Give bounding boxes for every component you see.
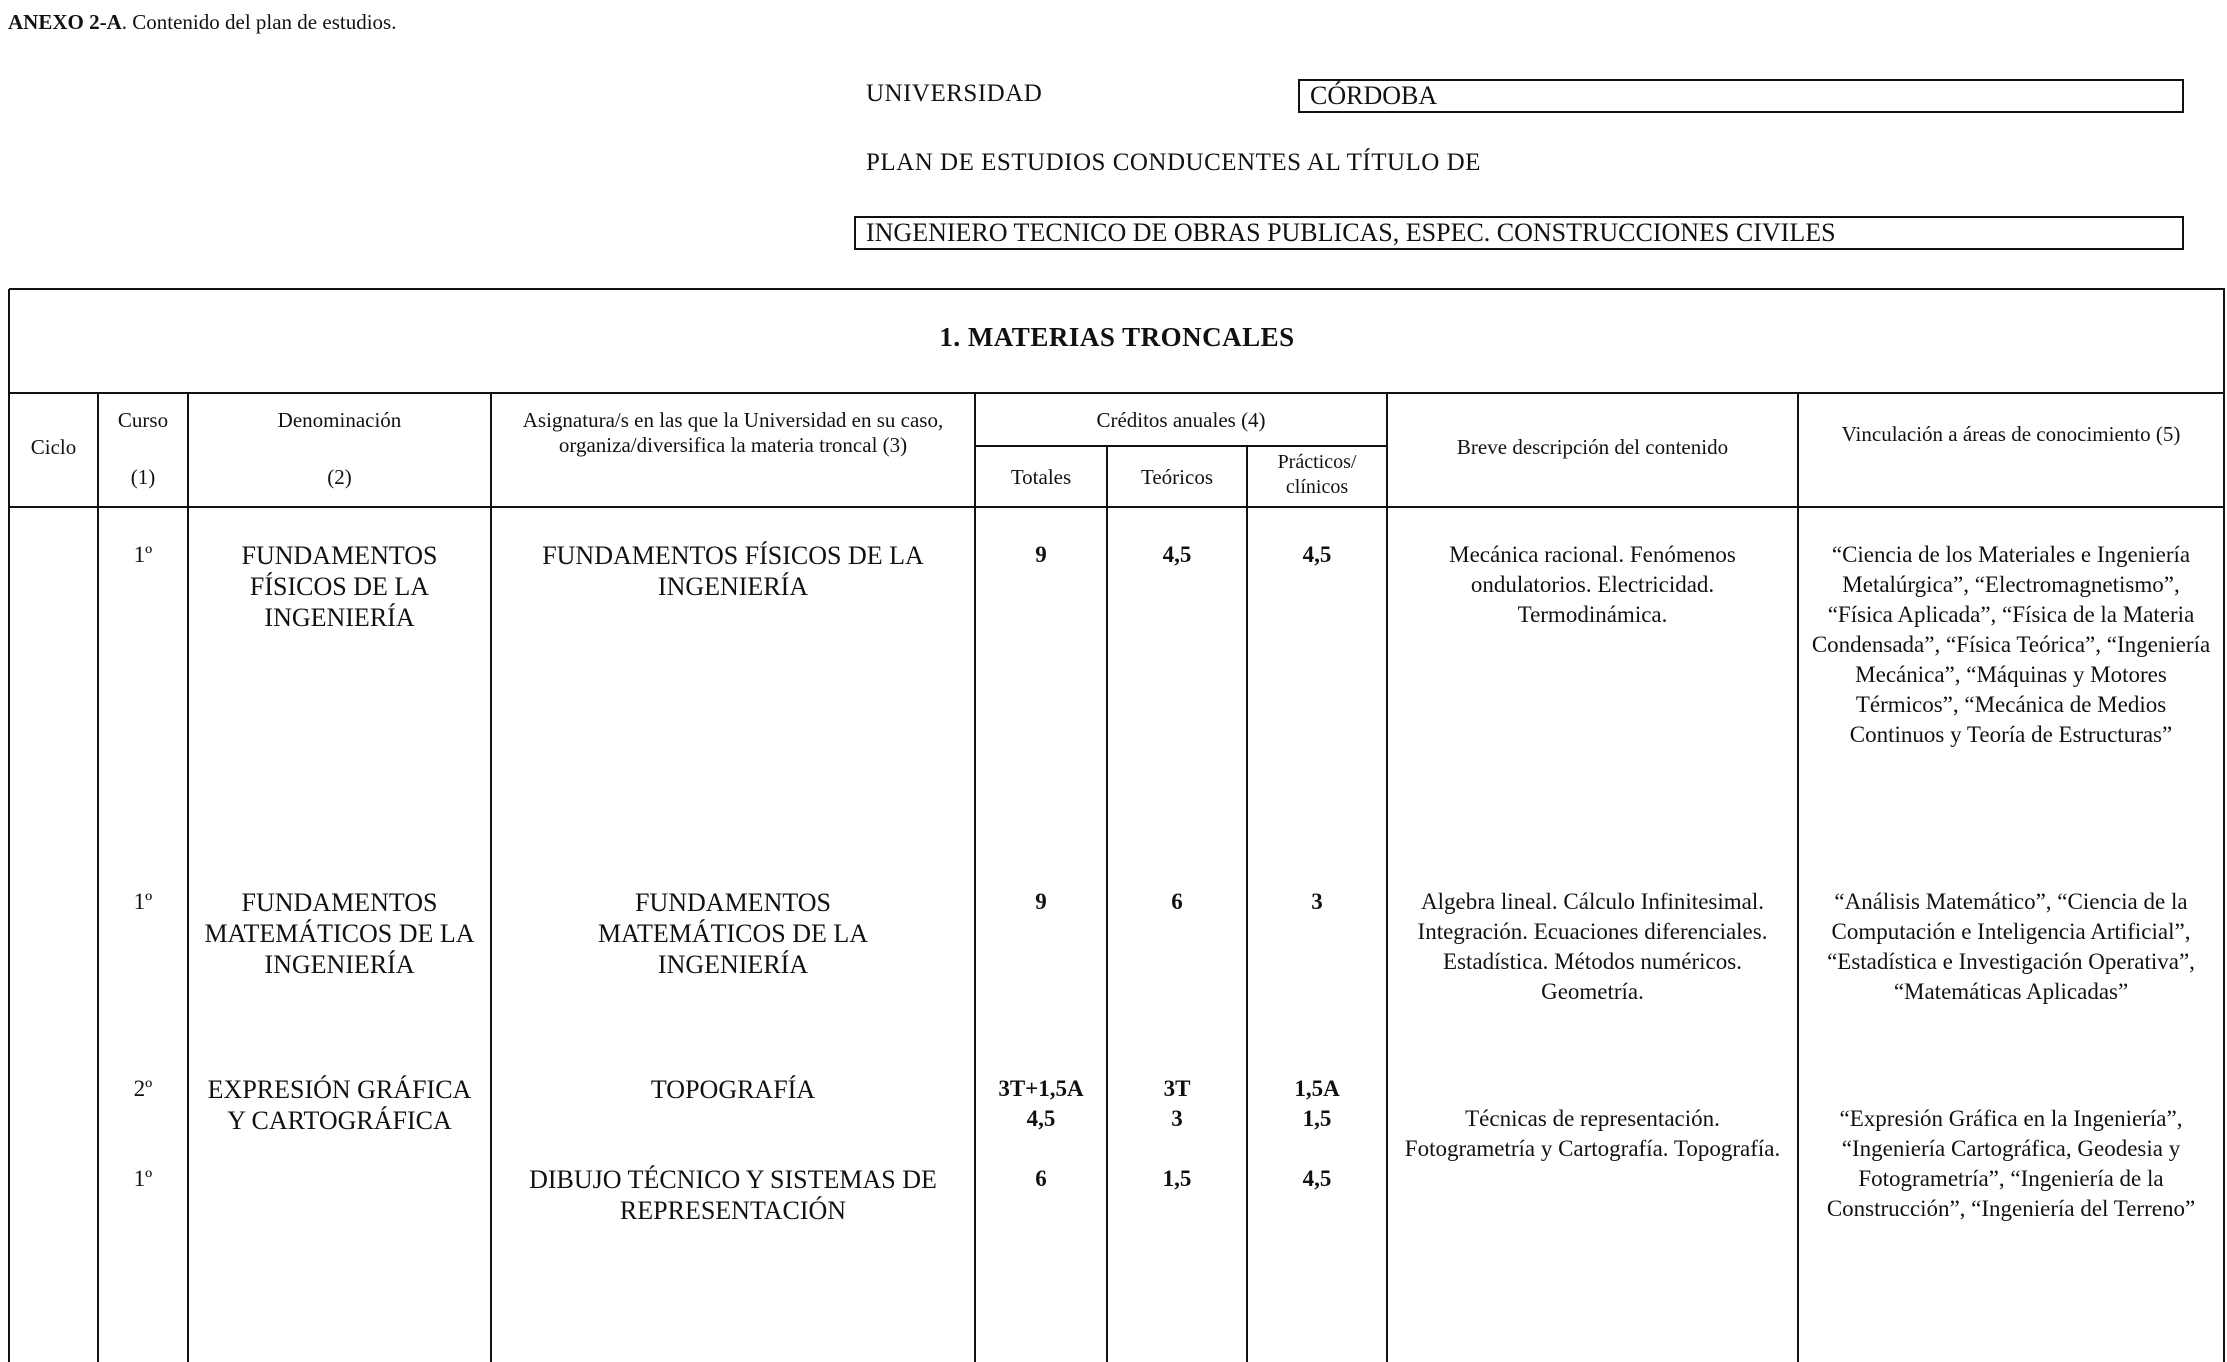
row2-descripcion: Algebra lineal. Cálculo Infinitesimal. Integración. Ecuaciones diferenciales. Estadística. Métodos numéricos. Geometría. [1417, 889, 1768, 1004]
col-header-denominacion-note: (2) [327, 465, 352, 489]
row1-asignatura: FUNDAMENTOS FÍSICOS DE LA INGENIERÍA [542, 541, 924, 601]
row3-practicos-b: 4,5 [1302, 1166, 1332, 1191]
row2-practicos: 3 [1311, 889, 1323, 914]
col-header-descripcion: Breve descripción del contenido [1456, 435, 1729, 459]
row1-denominacion: FUNDAMENTOS FÍSICOS DE LA INGENIERÍA [241, 541, 438, 632]
col-header-denominacion: Denominación [277, 408, 402, 432]
university-label: UNIVERSIDAD [866, 80, 1043, 107]
annex-rest: . Contenido del plan de estudios. [121, 10, 397, 34]
row3-curso-b: 1º [133, 1166, 153, 1191]
row2-vinculacion: “Análisis Matemático”, “Ciencia de la Computación e Inteligencia Artificial”, “Estadística e Investigación Operativa”, “Matemáticas Aplicadas” [1827, 889, 2195, 1004]
row1-totales: 9 [1035, 542, 1047, 567]
row2-curso: 1º [133, 889, 153, 914]
row1-practicos: 4,5 [1302, 542, 1332, 567]
row3-practicos: 1,5A [1294, 1076, 1340, 1101]
col-header-vinculacion: Vinculación a áreas de conocimiento (5) [1841, 422, 2181, 446]
row3-teoricos: 3T [1163, 1076, 1191, 1101]
row3-descripcion: Técnicas de representación. Fotogrametría y Cartografía. Topografía. [1404, 1106, 1781, 1161]
row3-teoricos-2: 3 [1171, 1106, 1183, 1131]
col-header-ciclo: Ciclo [30, 435, 77, 459]
row1-vinculacion: “Ciencia de los Materiales e Ingeniería Metalúrgica”, “Electromagnetismo”, “Física Aplicada”, “Física de la Materia Condensada”, “Física Teórica”, “Ingeniería Mecánica”, “Máquinas y Motores Térmicos”, “Mecánica de Medios Continuos y Teoría de Estructuras” [1811, 542, 2211, 747]
plan-label: PLAN DE ESTUDIOS CONDUCENTES AL TÍTULO DE [866, 149, 1481, 176]
col-header-creditos: Créditos anuales (4) [1096, 408, 1266, 432]
col-header-practicos: Prácticos/ clínicos [1277, 451, 1357, 498]
row3-totales-b: 6 [1035, 1166, 1047, 1191]
row3-teoricos-b: 1,5 [1162, 1166, 1192, 1191]
row3-totales-2: 4,5 [1026, 1106, 1056, 1131]
degree-field: INGENIERO TECNICO DE OBRAS PUBLICAS, ESPEC. CONSTRUCCIONES CIVILES [854, 216, 2184, 250]
row3-denominacion: EXPRESIÓN GRÁFICA Y CARTOGRÁFICA [207, 1075, 472, 1135]
row1-descripcion: Mecánica racional. Fenómenos ondulatorios. Electricidad. Termodinámica. [1449, 542, 1736, 627]
row2-asignatura: FUNDAMENTOS MATEMÁTICOS DE LA INGENIERÍA [597, 888, 869, 979]
row3-curso: 2º [133, 1076, 153, 1101]
row2-teoricos: 6 [1171, 889, 1183, 914]
row3-totales: 3T+1,5A [998, 1076, 1084, 1101]
col-header-asignaturas: Asignatura/s en las que la Universidad en su caso, organiza/diversifica la materia troncal (3) [522, 408, 944, 457]
table-title: 1. MATERIAS TRONCALES [939, 322, 1295, 352]
col-header-teoricos: Teóricos [1140, 465, 1213, 489]
row3-vinculacion: “Expresión Gráfica en la Ingeniería”, “Ingeniería Cartográfica, Geodesia y Fotogrametría”, “Ingeniería de la Construcción”, “Ingeniería del Terreno” [1826, 1106, 2196, 1221]
col-header-curso: Curso [117, 408, 169, 432]
annex-label: ANEXO 2-A [8, 10, 122, 34]
row1-teoricos: 4,5 [1162, 542, 1192, 567]
row2-denominacion: FUNDAMENTOS MATEMÁTICOS DE LA INGENIERÍA [204, 888, 475, 979]
row3-asignatura: TOPOGRAFÍA [650, 1075, 816, 1104]
row3-asignatura-b: DIBUJO TÉCNICO Y SISTEMAS DE REPRESENTACIÓN [529, 1165, 937, 1225]
col-header-curso-note: (1) [130, 465, 156, 489]
row1-curso: 1º [133, 542, 153, 567]
col-header-totales: Totales [1010, 465, 1072, 489]
university-field: CÓRDOBA [1298, 79, 2184, 113]
row3-practicos-2: 1,5 [1302, 1106, 1332, 1131]
row2-totales: 9 [1035, 889, 1047, 914]
